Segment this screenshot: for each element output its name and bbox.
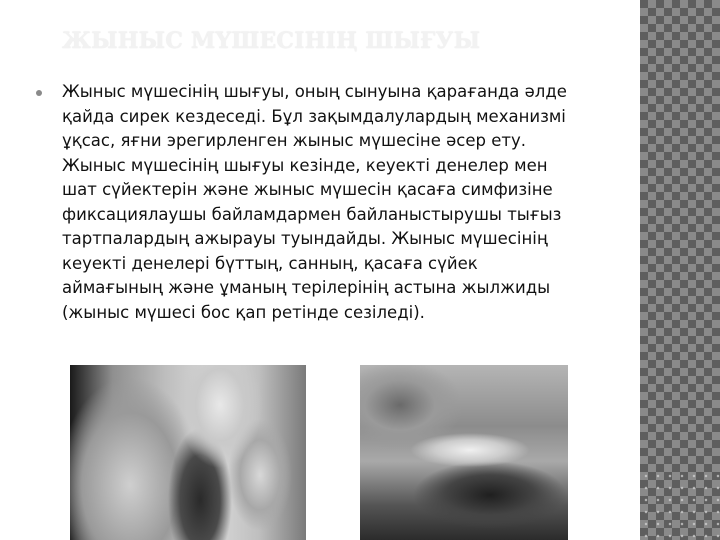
decorative-dot-pattern xyxy=(640,470,720,540)
bullet-marker xyxy=(36,90,42,96)
clinical-photo-left xyxy=(70,365,306,540)
slide-title: ЖЫНЫС МҮШЕСІНІҢ ШЫҒУЫ xyxy=(62,28,481,54)
decorative-sidebar-pattern xyxy=(640,0,720,540)
clinical-photo-right xyxy=(360,365,568,540)
bullet-text: Жыныс мүшесінің шығуы, оның сынуына қарағанда әлде қайда сирек кездеседі. Бұл зақымдалулардың механизмі ұқсас, яғни эрегирленген жыныс мүшесіне әсер ету. Жыныс мүшесінің шығуы кезінде, кеуекті денелер мен шат сүйектерін және жыныс мүшесін қасаға симфизіне фиксациялаушы байламдармен байланыстырушы тығыз тартпалардың ажырауы туындайды. Жыныс мүшесінің кеуекті денелері бүттың, санның, қасаға сүйек аймағының және ұманың терілерінің астына жылжиды (жыныс мүшесі бос қап ретінде сезіледі). xyxy=(62,82,567,322)
